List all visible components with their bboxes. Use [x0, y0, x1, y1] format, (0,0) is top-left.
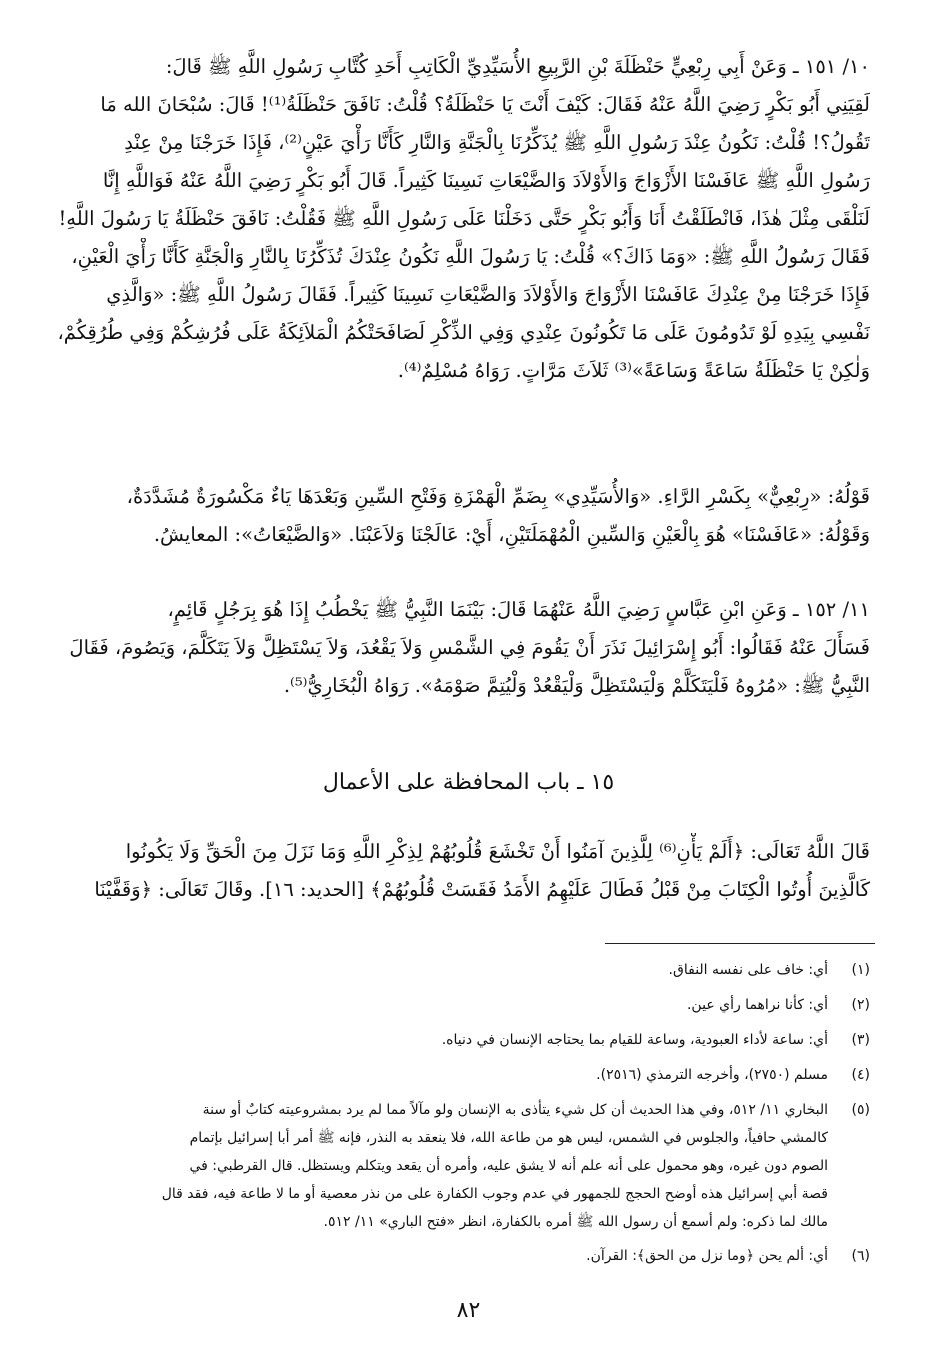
quran-verse-paragraph — [58, 833, 870, 909]
hadith-151 — [58, 48, 870, 390]
page-number: ٨٢ — [456, 1298, 481, 1323]
text-line: النَّبِيُّ ﷺ: «مُرُوهُ فَلْيَتَكَلَّمْ وَلْيَسْتَظِلَّ وَلْيَقْعُدْ وَلْيُتِمَّ صَوْمَهُ». رَوَاهُ الْبُخَارِيُّ⁽⁵⁾. — [283, 674, 870, 697]
footnote-number: (٣) — [851, 1032, 870, 1048]
footnote-text: مالك لما ذكره: ولم أسمع أن رسول الله ﷺ أمره بالكفارة، انظر «فتح الباري» ١١/ ٥١٢. — [323, 1214, 828, 1230]
footnote-text: البخاري ١١/ ٥١٢، وفي هذا الحديث أن كل شيء يتأذى به الإنسان ولو مآلاً مما لم يرد بمشروعيته كتابٌ أو سنة — [202, 1102, 828, 1118]
footnote — [62, 1096, 870, 1236]
text-line: فَإِذَا خَرَجْنَا مِنْ عِنْدِكَ عَافَسْنَا الأَزْوَاجَ وَالأَوْلاَدَ وَالضَّيْعَاتِ نَسِينَا كَثِيراً. فَقَالَ رَسُولُ اللَّهِ ﷺ: «وَالَّذِي — [106, 283, 870, 306]
footnote — [62, 956, 870, 985]
footnote-number: (٥) — [851, 1102, 870, 1118]
footnote-number: (١) — [851, 962, 870, 978]
footnote-number: (٤) — [851, 1067, 870, 1083]
text-line: كَالَّذِينَ أُوتُوا الْكِتَابَ مِنْ قَبْلُ فَطَالَ عَلَيْهِمُ الأَمَدُ فَقَسَتْ قُلُوبُهُمْ﴾ [الحديد: ١٦]. وقَالَ تَعَالَى: ﴿وَقَفَّيْنَا — [94, 878, 870, 901]
footnote-text: مسلم (٢٧٥٠)، وأخرجه الترمذي (٢٥١٦). — [596, 1067, 828, 1083]
text-line: وَلٰكِنْ يَا حَنْظَلَةُ سَاعَةً وَسَاعَةً»⁽³⁾ ثَلاَثَ مَرَّاتٍ. رَوَاهُ مُسْلِمٌ⁽⁴⁾. — [397, 359, 870, 382]
text-line: ١٠/ ١٥١ ـ وَعَنْ أَبِي رِبْعِيٍّ حَنْظَلَةَ بْنِ الرَّبِيعِ الأُسَيِّدِيِّ الْكَاتِبِ أَحَدِ كُتَّابِ رَسُولِ اللَّهِ ﷺ قَالَ: — [165, 55, 870, 78]
text-line: قَالَ اللَّهُ تَعَالَى: ﴿أَلَمْ يَأْنِ⁽⁶⁾ لِلَّذِينَ آمَنُوا أَنْ تَخْشَعَ قُلُوبُهُمْ لِذِكْرِ اللَّهِ وَمَا نَزَلَ مِنَ الْحَقِّ وَلَا يَكُونُوا — [125, 840, 870, 863]
footnote-number: (٦) — [851, 1248, 870, 1264]
text-line: وَقَوْلُهُ: «عَافَسْنَا» هُوَ بِالْعَيْنِ وَالسِّينِ الْمُهْمَلَتَيْنِ، أَيْ: عَالَجْنَا وَلاَعَبْنَا. «وَالضَّيْعَاتُ»: المعايشُ. — [153, 523, 870, 546]
text-line: تَقُولُ؟! قُلْتُ: نَكُونُ عِنْدَ رَسُولِ اللَّهِ ﷺ يُذَكِّرُنَا بِالْجَنَّةِ وَالنَّارِ كَأَنَّا رَأْيَ عَيْنٍ⁽²⁾، فَإِذَا خَرَجْنَا مِنْ عِنْدِ — [124, 131, 870, 154]
text-line: فَقَالَ رَسُولُ اللَّهِ ﷺ: «وَمَا ذَاكَ؟» قُلْتُ: يَا رَسُولَ اللَّهِ نَكُونُ عِنْدَكَ تُذَكِّرُنَا بِالنَّارِ وَالْجَنَّةِ كَأَنَّا رَأْيَ الْعَيْنِ، — [71, 245, 870, 268]
text-line: قَوْلُهُ: «رِبْعِيٌّ» بِكَسْرِ الرَّاءِ. «وَالأُسَيِّدِي» بِضَمِّ الْهَمْزَةِ وَفَتْحِ السِّينِ وَبَعْدَهَا يَاءٌ مَكْسُورَةٌ مُشَدَّدَةٌ، — [126, 485, 870, 508]
footnote-text: أي: ساعة لأداء العبودية، وساعة للقيام بما يحتاجه الإنسان في دنياه. — [441, 1032, 828, 1048]
explanation-paragraph — [58, 478, 870, 554]
chapter-title: ١٥ ـ باب المحافظة على الأعمال — [322, 770, 615, 795]
text-line: لَنَلْقَى مِثْلَ هٰذَا، فَانْطَلَقْتُ أَنَا وَأَبُو بَكْرٍ حَتَّى دَخَلْنَا عَلَى رَسُولِ اللَّهِ ﷺ فَقُلْتُ: نَافَقَ حَنْظَلَةُ يَا رَسُولَ اللَّهِ! — [58, 207, 870, 230]
footnote — [62, 1242, 870, 1271]
footnote-divider — [605, 943, 875, 944]
footnote-text: كالمشي حافياً، والجلوس في الشمس، ليس هو من طاعة الله، فلا ينعقد به النذر، فإنه ﷺ أمر أبا إسرائيل بإتمام — [189, 1130, 828, 1146]
text-line: فَسَأَلَ عَنْهُ فَقَالُوا: أَبُو إِسْرَائِيلَ نَذَرَ أَنْ يَقُومَ فِي الشَّمْسِ وَلاَ يَقْعُدَ، وَلاَ يَسْتَظِلَّ وَلاَ يَتَكَلَّمَ، وَيَصُومَ، فَقَالَ — [69, 636, 870, 659]
footnote — [62, 1061, 870, 1090]
footnote — [62, 1026, 870, 1055]
footnote-text: أي: كأنا نراهما رأي عين. — [686, 997, 828, 1013]
footnotes — [62, 956, 870, 1277]
footnote-text: أي: خاف على نفسه النفاق. — [668, 962, 828, 978]
text-line: ١١/ ١٥٢ ـ وَعَنِ ابْنِ عَبَّاسٍ رَضِيَ اللَّهُ عَنْهُمَا قَالَ: بَيْنَمَا النَّبِيُّ ﷺ يَخْطُبُ إِذَا هُوَ بِرَجُلٍ قَائِمٍ، — [167, 598, 870, 621]
hadith-152 — [58, 591, 870, 705]
text-line: لَقِيَنِي أَبُو بَكْرٍ رَضِيَ اللَّهُ عَنْهُ فَقَالَ: كَيْفَ أَنْتَ يَا حَنْظَلَةُ؟ قُلْتُ: نَافَقَ حَنْظَلَةُ⁽¹⁾! قَالَ: سُبْحَانَ الله مَا — [100, 93, 870, 116]
footnote-number: (٢) — [851, 997, 870, 1013]
footnote-text: الصوم دون غيره، وهو محمول على أنه علم أنه لا يشق عليه، وأمره أن يقعد ويتكلم ويستظل. قال القرطبي: في — [189, 1158, 828, 1174]
footnote-text: قصة أبي إسرائيل هذه أوضح الحجج للجمهور في عدم وجوب الكفارة على من نذر معصية أو ما لا طاعة فيه، فقد قال — [161, 1186, 828, 1202]
footnote — [62, 991, 870, 1020]
text-line: رَسُولِ اللَّهِ ﷺ عَافَسْنَا الأَزْوَاجَ وَالأَوْلاَدَ وَالضَّيْعَاتِ نَسِينَا كَثِيراً. قَالَ أَبُو بَكْرٍ رَضِيَ اللَّهُ عَنْهُ فَوَاللَّهِ إِنَّا — [102, 169, 870, 192]
text-line: نَفْسِي بِيَدِهِ لَوْ تَدُومُونَ عَلَى مَا تَكُونُونَ عِنْدِي وَفِي الذِّكْرِ لَصَافَحَتْكُمُ الْمَلاَئِكَةُ عَلَى فُرُشِكُمْ وَفِي طُرُقِكُمْ، — [58, 321, 870, 344]
footnote-text: أي: ألم يحن ﴿وما نزل من الحق﴾: القرآن. — [586, 1248, 828, 1264]
